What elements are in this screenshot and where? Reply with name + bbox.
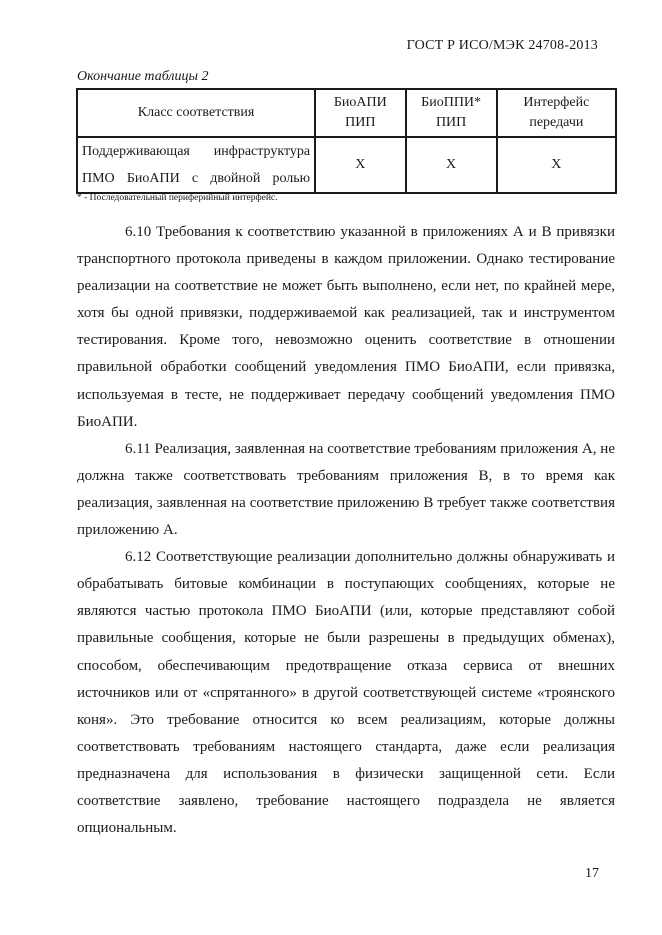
row-label-cell (77, 137, 315, 193)
conformance-table (76, 88, 617, 194)
body-text (77, 219, 615, 842)
table-header-row (77, 89, 616, 137)
cell-bioppi-pip: X (406, 137, 497, 193)
column-header-bioapi-pip-line1: БиоАПИ (333, 95, 387, 110)
row-label-line1: Поддерживающая инфраструктура (82, 144, 311, 159)
paragraph-6-12: 6.12 Соответствующие реализации дополнительно должны обнаруживать и обрабатывать битовые комбинации в поступающих сообщениях, которые не являются частью протокола ПМО БиоАПИ (или, которые представляют собой правильные сообщения, которые не были разрешены в предыдущих обменах), способом, обеспечивающим предотвращение отказа сервиса от внешних источников или от «спрятанного» в другой соответствующей системе «троянского коня». Это требование относится ко всем реализациям, которые должны соответствовать требованиям настоящего стандарта, даже если реализация предназначена для использования в физически защищенной сети. Если соответствие заявлено, требование настоящего подраздела не является опциональным. (77, 549, 615, 837)
table-row (77, 137, 616, 193)
paragraph-6-10: 6.10 Требования к соответствию указанной в приложениях А и В привязки транспортного протокола приведены в каждом приложении. Однако тестирование реализации на соответствие не может быть выполнено, если нет, по крайней мере, хотя бы одной привязки, поддерживаемой как реализацией, так и инструментом тестирования. Кроме того, невозможно оценить соответствие в отношении правильной обработки сообщений уведомления ПМО БиоАПИ, если привязка, используемая в тесте, не поддерживает передачу сообщений уведомления ПМО БиоАПИ. (77, 224, 615, 430)
table-caption: Окончание таблицы 2 (77, 69, 209, 84)
column-header-class: Класс соответствия (77, 89, 315, 137)
cell-interface: X (497, 137, 616, 193)
column-header-bioapi-pip-line2: ПИП (345, 115, 376, 130)
page-number: 17 (585, 866, 599, 881)
column-header-bioppi-pip (406, 89, 497, 137)
column-header-bioppi-pip-line2: ПИП (435, 115, 467, 130)
paragraph-6-11: 6.11 Реализация, заявленная на соответствие требованиям приложения А, не должна также соответствовать требованиям приложения В, в то время как реализация, заявленная на соответствие приложению В требует также соответствия приложению А. (77, 440, 615, 539)
document-header: ГОСТ Р ИСО/МЭК 24708-2013 (406, 38, 598, 53)
table-footnote: * - Последовательный периферийный интерфейс. (77, 193, 278, 203)
column-header-bioapi-pip (315, 89, 405, 137)
row-label-line2: ПМО БиоАПИ с двойной ролью (82, 171, 311, 186)
column-header-interface-line1: Интерфейс (523, 95, 590, 110)
column-header-bioppi-pip-line1: БиоППИ* (421, 95, 482, 110)
column-header-interface (497, 89, 616, 137)
column-header-interface-line2: передачи (529, 115, 584, 130)
cell-bioapi-pip: X (315, 137, 405, 193)
